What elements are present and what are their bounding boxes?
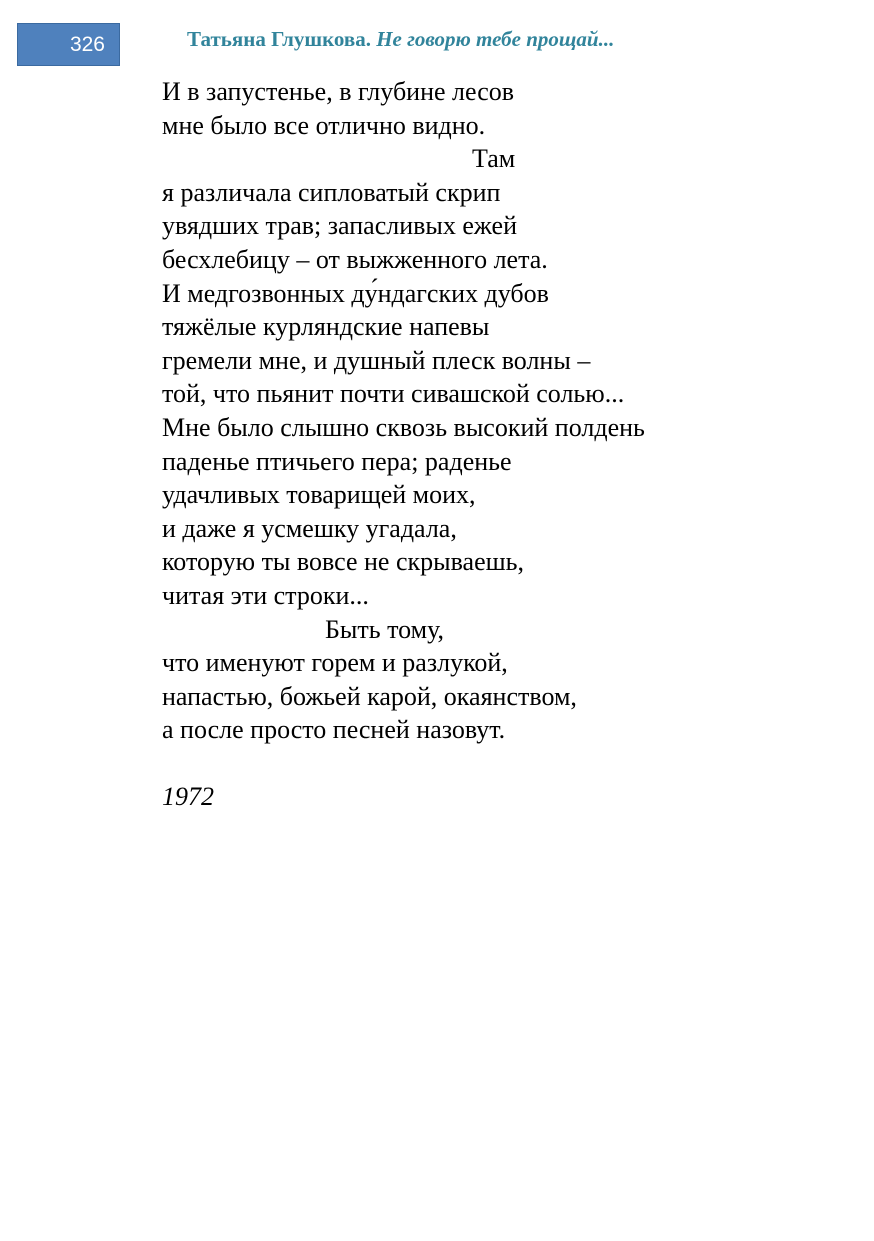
poem-line: я различала сипловатый скрип: [162, 177, 501, 207]
header-author: Татьяна Глушкова.: [187, 27, 371, 51]
poem-line: и даже я усмешку угадала,: [162, 513, 457, 543]
running-header: [187, 25, 614, 53]
poem-line: удачливых товарищей моих,: [162, 480, 476, 510]
poem-line: читая эти строки...: [162, 580, 369, 610]
poem-line: тяжёлые курляндские напевы: [162, 312, 490, 342]
header-title: Не говорю тебе прощай...: [376, 27, 615, 51]
poem-line: бесхлебицу – от выжженного лета.: [162, 244, 548, 274]
poem-line: И в запустенье, в глубине лесов: [162, 77, 515, 106]
poem-line: Мне было слышно сквозь высокий полдень: [162, 412, 645, 442]
poem-date: 1972: [162, 782, 214, 811]
poem-line: паденье птичьего пера; раденье: [162, 446, 512, 476]
poem-line: Там: [472, 144, 516, 174]
poem-line: а после просто песней назовут.: [162, 715, 506, 745]
poem-line: Быть тому,: [325, 614, 444, 644]
poem-line: гремели мне, и душный плеск волны –: [162, 345, 591, 375]
poem-line: И медгозвонных ду́ндагских дубов: [162, 278, 549, 308]
poem-body: [162, 75, 842, 747]
poem-line: увядших трав; запасливых ежей: [162, 211, 517, 241]
poem-line: той, что пьянит почти сивашской солью...: [162, 379, 625, 409]
poem-line: которую ты вовсе не скрываешь,: [162, 547, 525, 577]
page-number-box: [17, 23, 120, 66]
poem-line: мне было все отлично видно.: [162, 110, 486, 140]
poem-line: что именуют горем и разлукой,: [162, 648, 508, 678]
page-number: 326: [69, 33, 105, 56]
poem-line: напастью, божьей карой, окаянством,: [162, 681, 577, 711]
